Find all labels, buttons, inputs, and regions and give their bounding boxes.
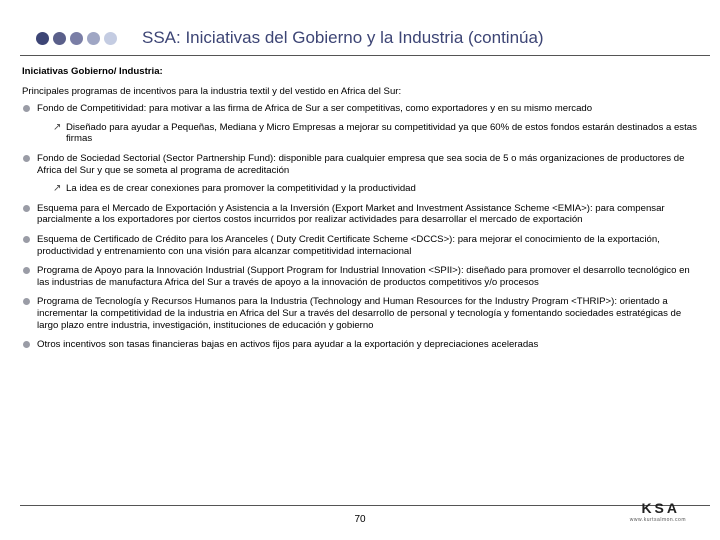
header-dot (104, 32, 117, 45)
header-dot (87, 32, 100, 45)
list-item (22, 339, 700, 351)
section-intro: Principales programas de incentivos para la industria textil y del vestido en Africa del Sur: (22, 85, 402, 97)
company-website: www.kurtsalmon.com (629, 517, 686, 523)
bullet-icon (23, 205, 30, 212)
list-item (22, 265, 700, 288)
arrow-bullet-icon: ↗ (53, 121, 62, 133)
bullet-icon (23, 155, 30, 162)
list-item-text: Otros incentivos son tasas financieras bajas en activos fijos para ayudar a la exportación y depreciaciones aceleradas (37, 339, 539, 351)
list-item (22, 296, 700, 331)
header-dots (36, 32, 117, 45)
bullet-icon (23, 236, 30, 243)
arrow-bullet-icon: ↗ (53, 183, 62, 195)
incentive-list (22, 103, 700, 351)
list-item-text: Esquema para el Mercado de Exportación y Asistencia a la Inversión (Export Market and Investment Assistance Scheme <EMIA>): para compensar parcialmente a los exportadores por ciertos costos incurridos por realizar actividades para desarrollar el mercado de exportación (37, 202, 665, 226)
section-subhead: Iniciativas Gobierno/ Industria: (22, 66, 163, 77)
list-item-text: Fondo de Competitividad: para motivar a las firma de Africa de Sur a ser competitivas, como exportadores y en su mismo mercado (37, 103, 593, 115)
header-dot (53, 32, 66, 45)
bullet-icon (23, 341, 30, 348)
list-item (22, 153, 700, 195)
header-divider (20, 55, 710, 56)
footer-divider (20, 505, 710, 506)
list-item-text: Fondo de Sociedad Sectorial (Sector Partnership Fund): disponible para cualquier empresa que sea socia de 5 o más organizaciones de productores de Africa del Sur y que se someta al programa de acreditación (37, 152, 685, 176)
header-dot (36, 32, 49, 45)
sub-item (37, 122, 700, 145)
list-item (22, 103, 700, 145)
sub-item (37, 183, 700, 195)
list-item-text: Programa de Tecnología y Recursos Humanos para la Industria (Technology and Human Resources for the Industry Program <THRIP>): orientado a incrementar la competitividad de la industria en Africa del Sur a través del desarrollo de personal y tecnología y fomentando sociedades estratégicas de largo plazo entre industria, investigación, instituciones de educación y gobierno (37, 296, 682, 331)
page-title: SSA: Iniciativas del Gobierno y la Industria (continúa) (142, 28, 544, 47)
page-number: 70 (354, 514, 366, 525)
bullet-icon (23, 298, 30, 305)
header-dot (70, 32, 83, 45)
bullet-icon (23, 105, 30, 112)
bullet-icon (23, 267, 30, 274)
slide-content (22, 66, 700, 359)
list-item (22, 203, 700, 226)
list-item (22, 234, 700, 257)
list-item-text: Programa de Apoyo para la Innovación Industrial (Support Program for Industrial Innovation <SPII>): diseñado para promover el desarrollo tecnológico en las industrias de manufactura Africa del Sur a través de apoyo a la innovación de productos competitivos y/o procesos (37, 265, 690, 288)
company-logo: KSA (641, 500, 680, 516)
sub-item-text: La idea es de crear conexiones para promover la competitividad y la productividad (66, 183, 416, 195)
list-item-text: Esquema de Certificado de Crédito para los Aranceles ( Duty Credit Certificate Scheme <DCCS>): para mejorar el conocimiento de la exportación, productividad y entrenamiento con una visión para alcanzar competitividad internacional (37, 233, 660, 257)
sub-item-text: Diseñado para ayudar a Pequeñas, Mediana y Micro Empresas a mejorar su competitividad ya que 60% de estos fondos estarán destinados a estas firmas (66, 121, 697, 145)
